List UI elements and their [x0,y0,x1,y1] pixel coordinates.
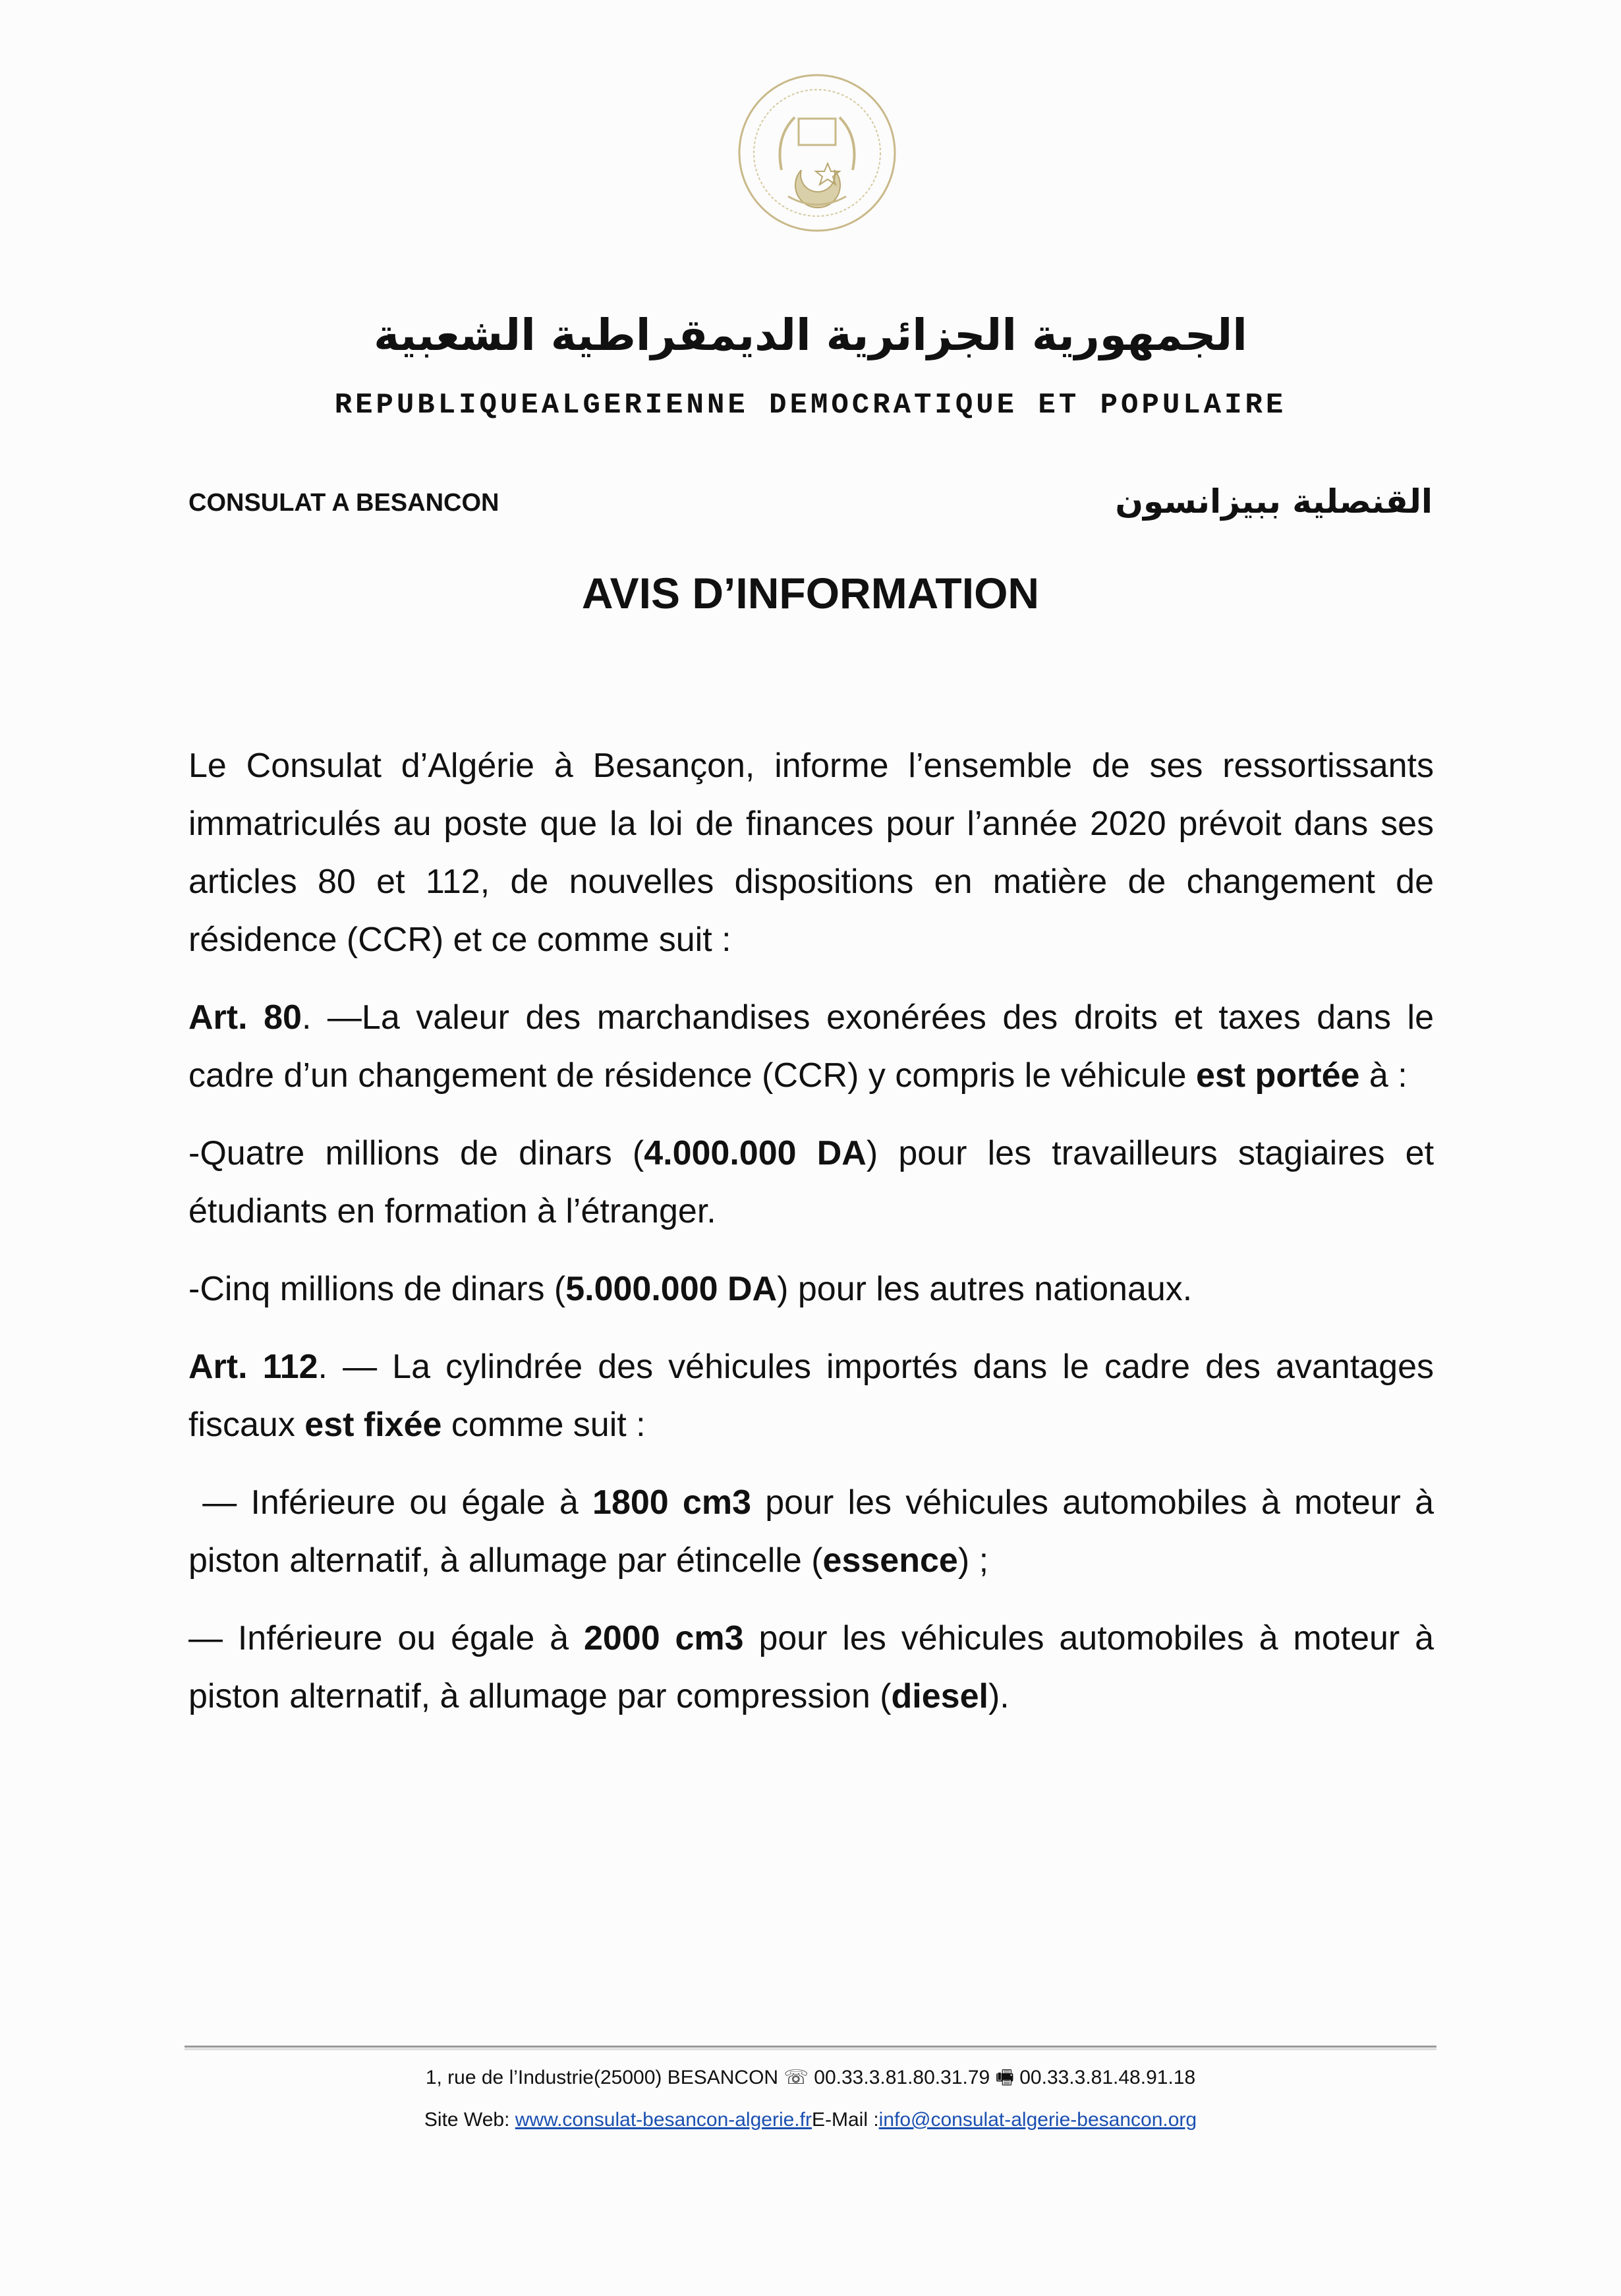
site-label: Site Web: [424,2109,515,2131]
article-112-paragraph [188,1338,1434,1454]
article-80-text-end: à : [1359,1056,1408,1095]
diesel-capacity: 2000 cm3 [583,1619,744,1657]
item-nationals-text: -Cinq millions de dinars ( [188,1270,566,1308]
item-other-nationals [188,1260,1434,1318]
footer-web [0,2109,1621,2131]
item-workers-amount: 4.000.000 DA [644,1134,867,1172]
french-republic-title: REPUBLIQUEALGERIENNE DEMOCRATIQUE ET POPULAIRE [334,389,1287,422]
essence-text-mid: pour les véhicules automobiles à moteur à piston alternatif, à allumage par étincelle ( [188,1483,1434,1580]
item-nationals-text-end: ) pour les autres nationaux. [777,1270,1193,1308]
intro-paragraph: Le Consulat d’Algérie à Besançon, informe l’ensemble de ses ressortissants immatriculés au poste que la loi de finances pour l’année 2020 prévoit dans ses articles 80 et 112, de nouvelles dispositions en matière de changement de résidence (CCR) et ce comme suit : [188,747,1434,959]
diesel-text: — Inférieure ou égale à [188,1619,584,1657]
item-workers-text-end: ) pour les travailleurs stagiaires et étudiants en formation à l’étranger. [188,1134,1435,1230]
footer-fax: 00.33.3.81.48.91.18 [1019,2067,1196,2088]
consulat-label-fr: CONSULAT A BESANCON [188,489,499,517]
fax-icon: 🖷 [995,2066,1014,2089]
email-label: E-Mail : [811,2109,879,2131]
item-workers-text: -Quatre millions de dinars ( [188,1134,644,1172]
essence-capacity: 1800 cm3 [592,1483,752,1522]
consulat-label-ar: القنصلية ببيزانسون [1115,482,1433,521]
essence-text: — Inférieure ou égale à [188,1483,593,1522]
item-essence [188,1474,1434,1590]
item-nationals-amount: 5.000.000 DA [565,1270,778,1308]
arabic-republic-title: الجمهورية الجزائرية الديمقراطية الشعبية [374,310,1247,360]
article-80-label: Art. 80 [188,998,302,1037]
email-link[interactable]: info@consulat-algerie-besancon.org [878,2109,1197,2131]
article-80-paragraph [188,989,1434,1105]
article-112-emphasis: est fixée [304,1406,442,1444]
essence-fuel: essence [822,1541,958,1580]
article-112-text-end: comme suit : [441,1406,646,1444]
footer-address: 1, rue de l’Industrie(25000) BESANCON [425,2067,779,2088]
item-workers-students [188,1124,1434,1240]
footer-phone: 00.33.3.81.80.31.79 [814,2067,990,2088]
diesel-fuel: diesel [891,1677,988,1715]
article-112-text: . — La cylindrée des véhicules importés dans le cadre des avantages fiscaux [188,1348,1434,1444]
footer-contact [0,2063,1621,2096]
essence-text-end: ) ; [957,1541,989,1580]
site-link[interactable]: www.consulat-besancon-algerie.fr [515,2109,812,2131]
article-80-text: . —La valeur des marchandises exonérées des droits et taxes dans le cadre d’un changement de résidence (CCR) y compris le véhicule [188,998,1434,1095]
item-diesel [188,1609,1434,1725]
article-80-emphasis: est portée [1195,1056,1360,1095]
article-112-label: Art. 112 [188,1348,318,1386]
diesel-text-end: ). [988,1677,1010,1715]
notice-body [188,737,1434,1745]
telephone-icon: ☏ [783,2066,809,2089]
footer-divider [185,2046,1436,2048]
diesel-text-mid: pour les véhicules automobiles à moteur à piston alternatif, à allumage par compression ( [188,1619,1434,1715]
algeria-emblem-icon [735,71,899,235]
notice-title: AVIS D’INFORMATION [581,569,1040,617]
